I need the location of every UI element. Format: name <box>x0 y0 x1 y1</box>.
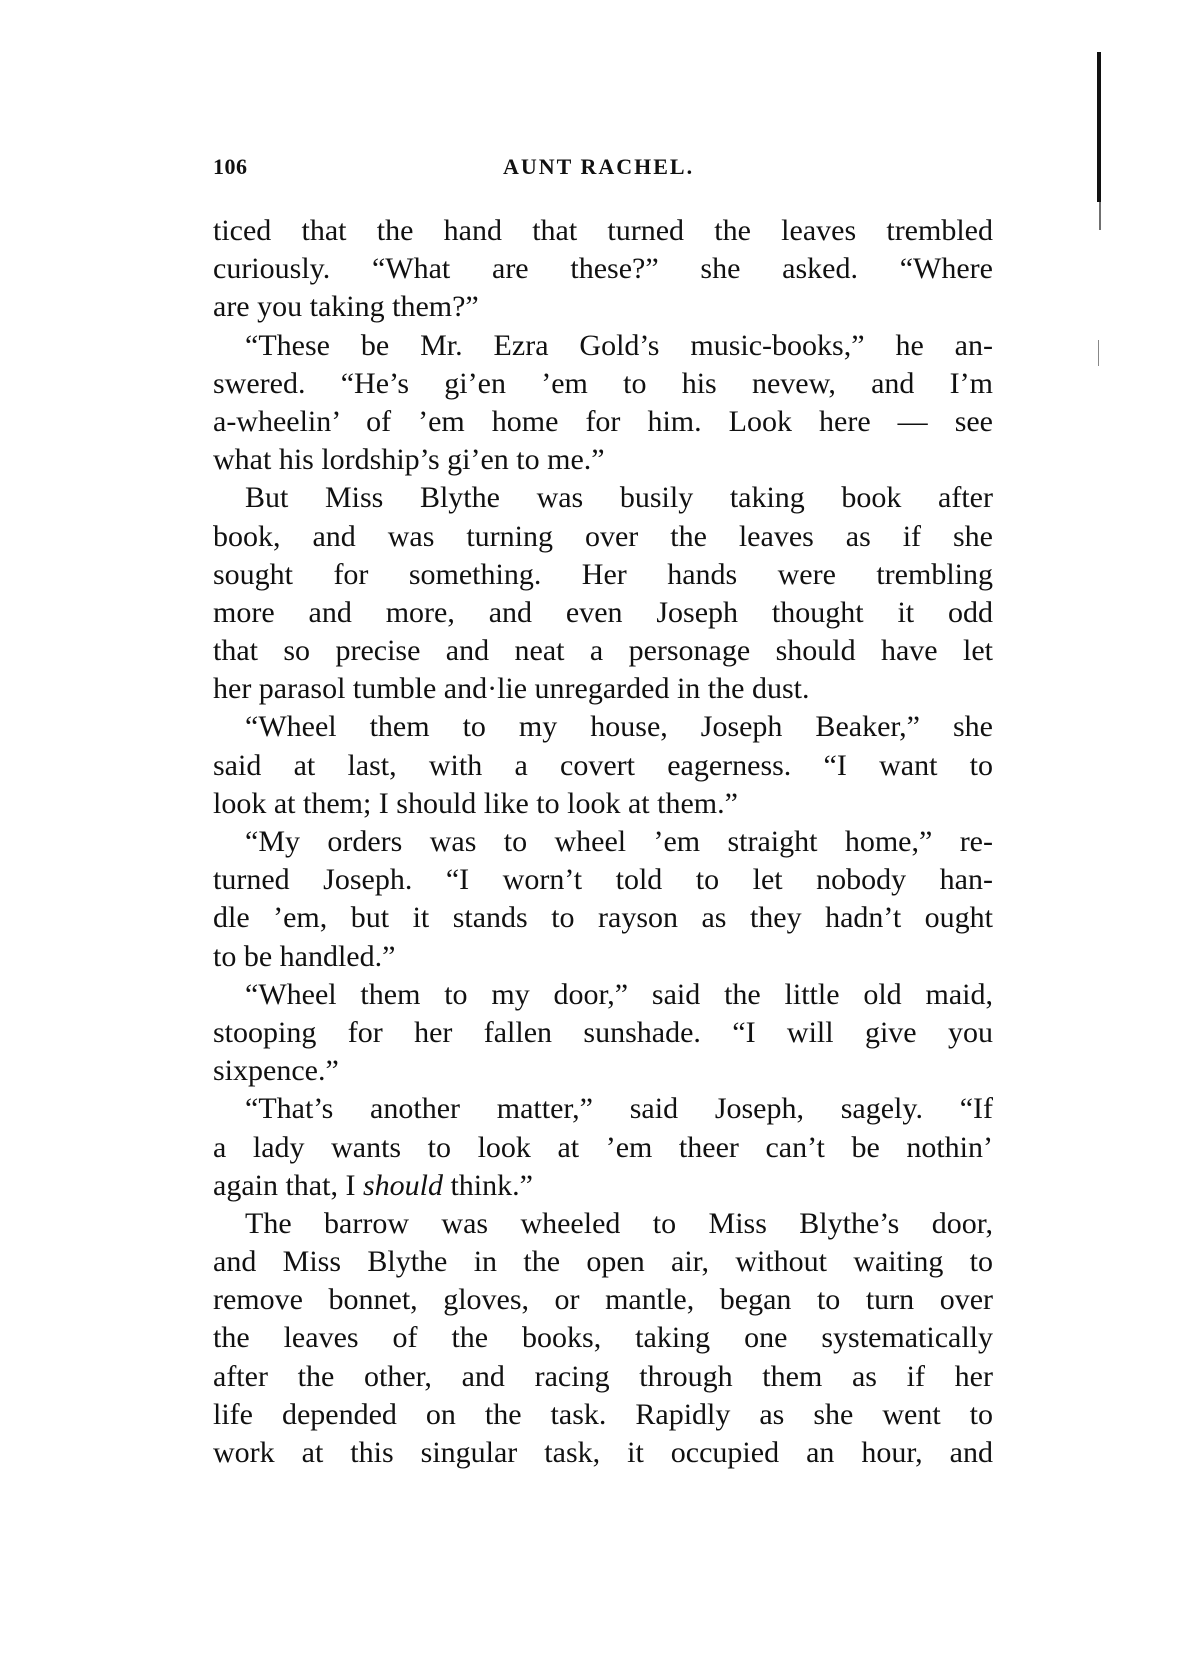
text-line: life depended on the task. Rapidly as she went to <box>213 1397 993 1431</box>
text-line: “That’s another matter,” said Joseph, sagely. “If <box>245 1092 993 1126</box>
text-line: The barrow was wheeled to Miss Blythe’s door, <box>245 1206 993 1240</box>
text-line: said at last, with a covert eagerness. “I want to <box>213 748 993 782</box>
text-line: more and more, and even Joseph thought it odd <box>213 595 993 629</box>
text-line: “Wheel them to my door,” said the little old maid, <box>245 977 993 1011</box>
text-line: swered. “He’s gi’en ’em to his nevew, and I’m <box>213 366 993 400</box>
text-line: are you taking them?” <box>213 290 479 324</box>
text-line: and Miss Blythe in the open air, without waiting to <box>213 1245 993 1279</box>
text-line: But Miss Blythe was busily taking book after <box>245 481 993 515</box>
text-line: her parasol tumble and·lie unregarded in the dust. <box>213 672 810 706</box>
text-line: again that, I should think.” <box>213 1168 533 1202</box>
running-title: AUNT RACHEL. <box>503 154 695 179</box>
text-line: after the other, and racing through them as if her <box>213 1359 993 1393</box>
text-line: to be handled.” <box>213 939 396 973</box>
text-line: the leaves of the books, taking one systematically <box>213 1321 993 1355</box>
body-text <box>213 212 993 1472</box>
text-line: look at them; I should like to look at them.” <box>213 786 738 820</box>
scan-edge-mark <box>1097 52 1101 202</box>
text-line: “Wheel them to my house, Joseph Beaker,” she <box>245 710 993 744</box>
text-line: curiously. “What are these?” she asked. “Where <box>213 252 993 286</box>
scan-edge-mark <box>1099 200 1101 230</box>
text-line: “My orders was to wheel ’em straight home,” re- <box>245 825 993 858</box>
text-line: a-wheelin’ of ’em home for him. Look here — see <box>213 404 993 438</box>
text-line: sixpence.” <box>213 1054 339 1088</box>
text-line: turned Joseph. “I worn’t told to let nobody han- <box>213 863 993 897</box>
text-line: sought for something. Her hands were trembling <box>213 557 993 591</box>
page-number: 106 <box>213 154 248 179</box>
text-line: that so precise and neat a personage should have let <box>213 634 993 668</box>
text-line: ticed that the hand that turned the leaves trembled <box>213 214 993 247</box>
text-line: dle ’em, but it stands to rayson as they hadn’t ought <box>213 901 993 935</box>
text-line: book, and was turning over the leaves as if she <box>213 519 993 553</box>
text-line: remove bonnet, gloves, or mantle, began to turn over <box>213 1283 993 1317</box>
text-line: work at this singular task, it occupied an hour, and <box>213 1436 993 1469</box>
text-line: a lady wants to look at ’em theer can’t be nothin’ <box>213 1130 993 1164</box>
text-line: “These be Mr. Ezra Gold’s music-books,” he an- <box>245 328 993 362</box>
text-line: stooping for her fallen sunshade. “I will give you <box>213 1015 993 1049</box>
emphasis: should <box>362 1168 443 1202</box>
running-head <box>213 154 993 190</box>
text-line: what his lordship’s gi’en to me.” <box>213 443 605 477</box>
scan-edge-mark <box>1098 340 1099 366</box>
